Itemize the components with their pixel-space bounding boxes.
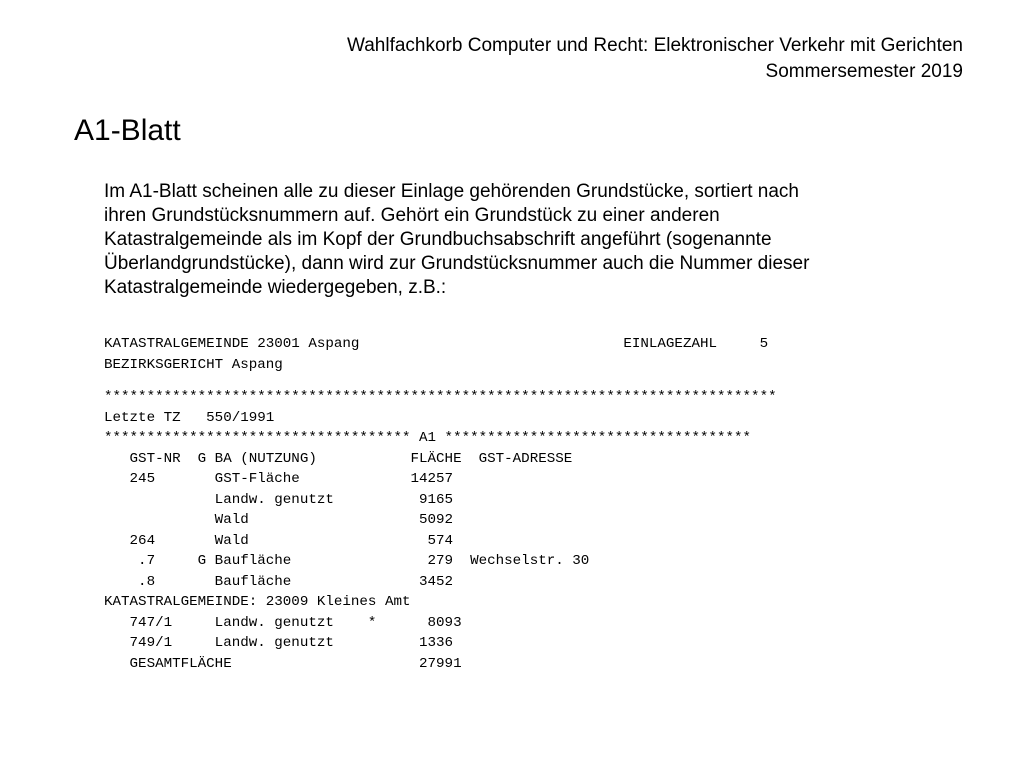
listing-row: .8 Baufläche 3452 [104,573,454,590]
listing-row: 245 GST-Fläche 14257 [104,471,454,487]
intro-paragraph [104,180,984,300]
listing-row: 747/1 Landw. genutzt * 8093 [104,614,462,631]
listing-row: Wald 5092 [104,512,454,528]
listing-row: 749/1 Landw. genutzt 1336 [104,635,454,651]
page-title: A1-Blatt [74,114,181,147]
letzte-tz-line: Letzte TZ 550/1991 [104,409,275,426]
intro-line: Katastralgemeinde als im Kopf der Grundbuchsabschrift angeführt (sogenannte [104,229,772,250]
a1-separator-line: ************************************ A1 ************************************ [104,430,752,446]
intro-line: Im A1-Blatt scheinen alle zu dieser Einlage gehörenden Grundstücke, sortiert nach [104,181,799,202]
listing-gap [104,375,777,387]
separator-line: ******************************************************************************* [104,389,777,405]
katastralgemeinde-line: KATASTRALGEMEINDE 23001 Aspang EINLAGEZAHL 5 [104,336,769,352]
intro-line: Überlandgrundstücke), dann wird zur Grundstücksnummer auch die Nummer dieser [104,253,810,274]
course-title: Wahlfachkorb Computer und Recht: Elektronischer Verkehr mit Gerichten [346,35,963,56]
other-katastralgemeinde-line: KATASTRALGEMEINDE: 23009 Kleines Amt [104,594,411,610]
intro-line: ihren Grundstücksnummern auf. Gehört ein Grundstück zu einer anderen [104,205,720,226]
column-header-line: GST-NR G BA (NUTZUNG) FLÄCHE GST-ADRESSE [104,450,573,467]
slide-header [347,33,963,85]
listing-row: .7 G Baufläche 279 Wechselstr. 30 [104,553,590,569]
semester-label: Sommersemester 2019 [765,61,963,82]
grundbuch-listing [104,334,777,674]
total-area-line: GESAMTFLÄCHE 27991 [104,655,462,672]
listing-row: 264 Wald 574 [104,532,454,549]
intro-line: Katastralgemeinde wiedergegeben, z.B.: [104,277,447,298]
bezirksgericht-line: BEZIRKSGERICHT Aspang [104,356,283,373]
listing-row: Landw. genutzt 9165 [104,491,454,508]
